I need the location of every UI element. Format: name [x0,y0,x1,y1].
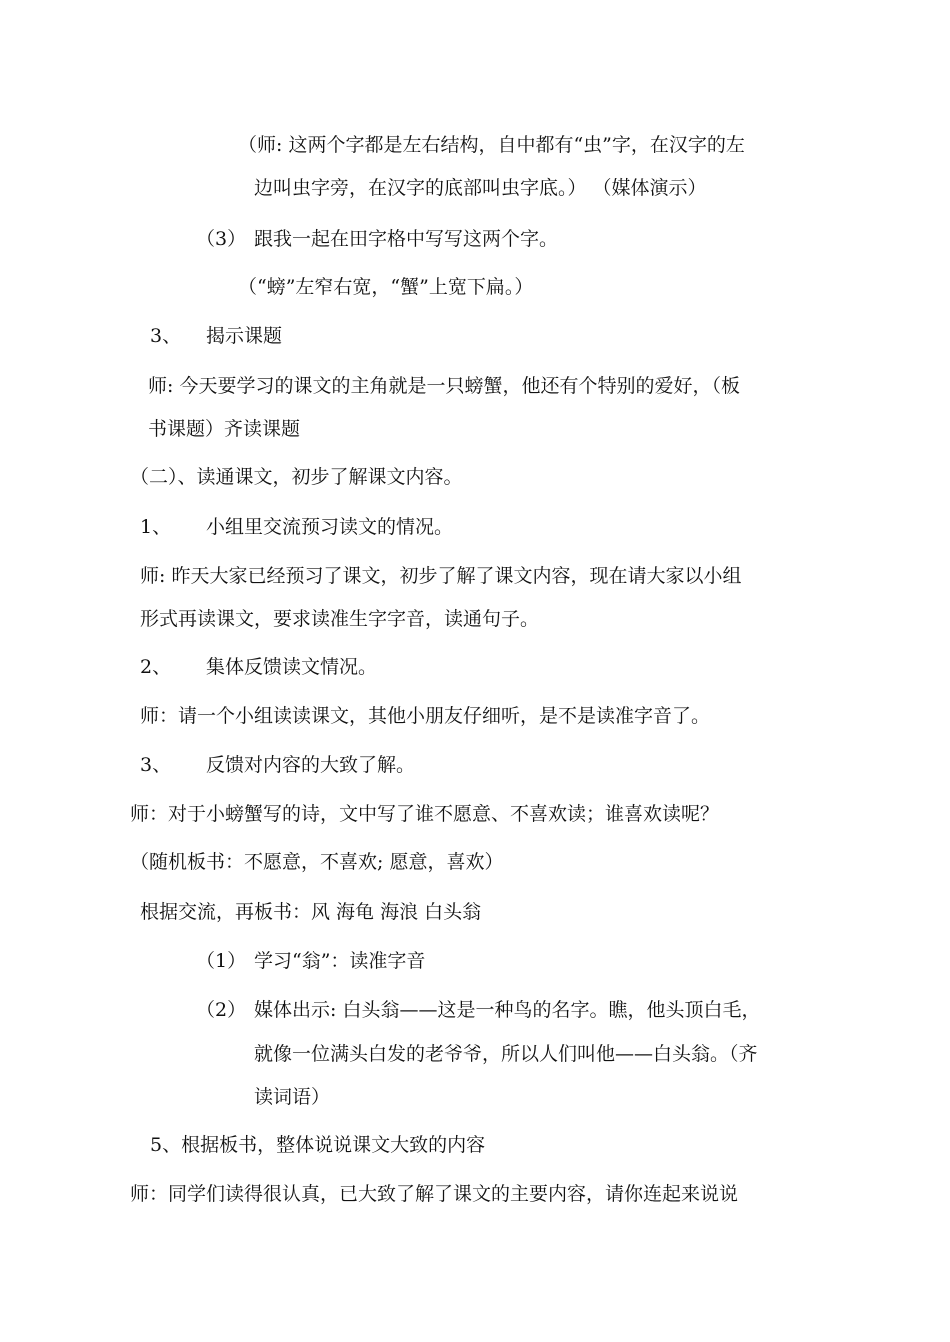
section-heading-2: （二）、读通课文，初步了解课文内容。 [130,466,463,488]
paragraph-line: 师：同学们读得很认真，已大致了解了课文的主要内容，请你连起来说说 [130,1183,739,1205]
paragraph-line: 形式再读课文，要求读准生字字音，读通句子。 [140,608,540,630]
section-title: 小组里交流预习读文的情况。 [206,516,454,538]
paragraph-line: 就像一位满头白发的老爷爷，所以人们叫他——白头翁。（齐 [254,1043,758,1065]
section-title: 揭示课题 [206,325,283,347]
list-item-text: 媒体出示: 白头翁——这是一种鸟的名字。瞧，他头顶白毛， [254,999,761,1021]
section-heading-1 [140,515,453,539]
paragraph-line: （随机板书：不愿意，不喜欢; 愿意，喜欢） [130,851,504,873]
list-number: （3） [196,228,247,250]
paragraph-line: （“螃”左窄右宽，“蟹”上宽下扁。） [238,276,534,298]
section-title: 集体反馈读文情况。 [206,656,378,678]
paragraph-line: 师：对于小螃蟹写的诗，文中写了谁不愿意、不喜欢读；谁喜欢读呢？ [130,803,720,825]
paragraph-line: 根据交流，再板书：风 海龟 海浪 白头翁 [140,901,482,923]
paragraph-line: 书课题）齐读课题 [148,418,301,440]
list-number: （2） [196,999,247,1021]
paragraph-line: （师: 这两个字都是左右结构，自中都有“虫”字，在汉字的左 [238,134,745,156]
section-number: 2、 [140,656,172,678]
section-number: 3、 [150,325,182,347]
paragraph-line: 读词语） [254,1086,331,1108]
list-item-2 [196,998,760,1022]
section-number: 3、 [140,754,172,776]
section-title: 反馈对内容的大致了解。 [206,754,416,776]
paragraph-line: 师：请一个小组读读课文，其他小朋友仔细听，是不是读准字音了。 [140,705,711,727]
paragraph-line: 师: 昨天大家已经预习了课文，初步了解了课文内容，现在请大家以小组 [140,565,742,587]
list-item-1 [196,949,425,973]
list-item-3 [196,227,558,251]
section-heading-3 [150,324,282,348]
section-number: 1、 [140,516,172,538]
list-number: （1） [196,950,247,972]
section-heading-3-item [140,753,415,777]
paragraph-line: 师: 今天要学习的课文的主角就是一只螃蟹，他还有个特别的爱好，（板 [148,375,740,397]
paragraph-line: 边叫虫字旁，在汉字的底部叫虫字底。） （媒体演示） [254,177,707,199]
section-heading-2-item [140,655,377,679]
list-item-text: 学习“翁”：读准字音 [254,950,426,972]
section-heading-5: 5、根据板书，整体说说课文大致的内容 [150,1134,486,1156]
list-item-text: 跟我一起在田字格中写写这两个字。 [254,228,559,250]
